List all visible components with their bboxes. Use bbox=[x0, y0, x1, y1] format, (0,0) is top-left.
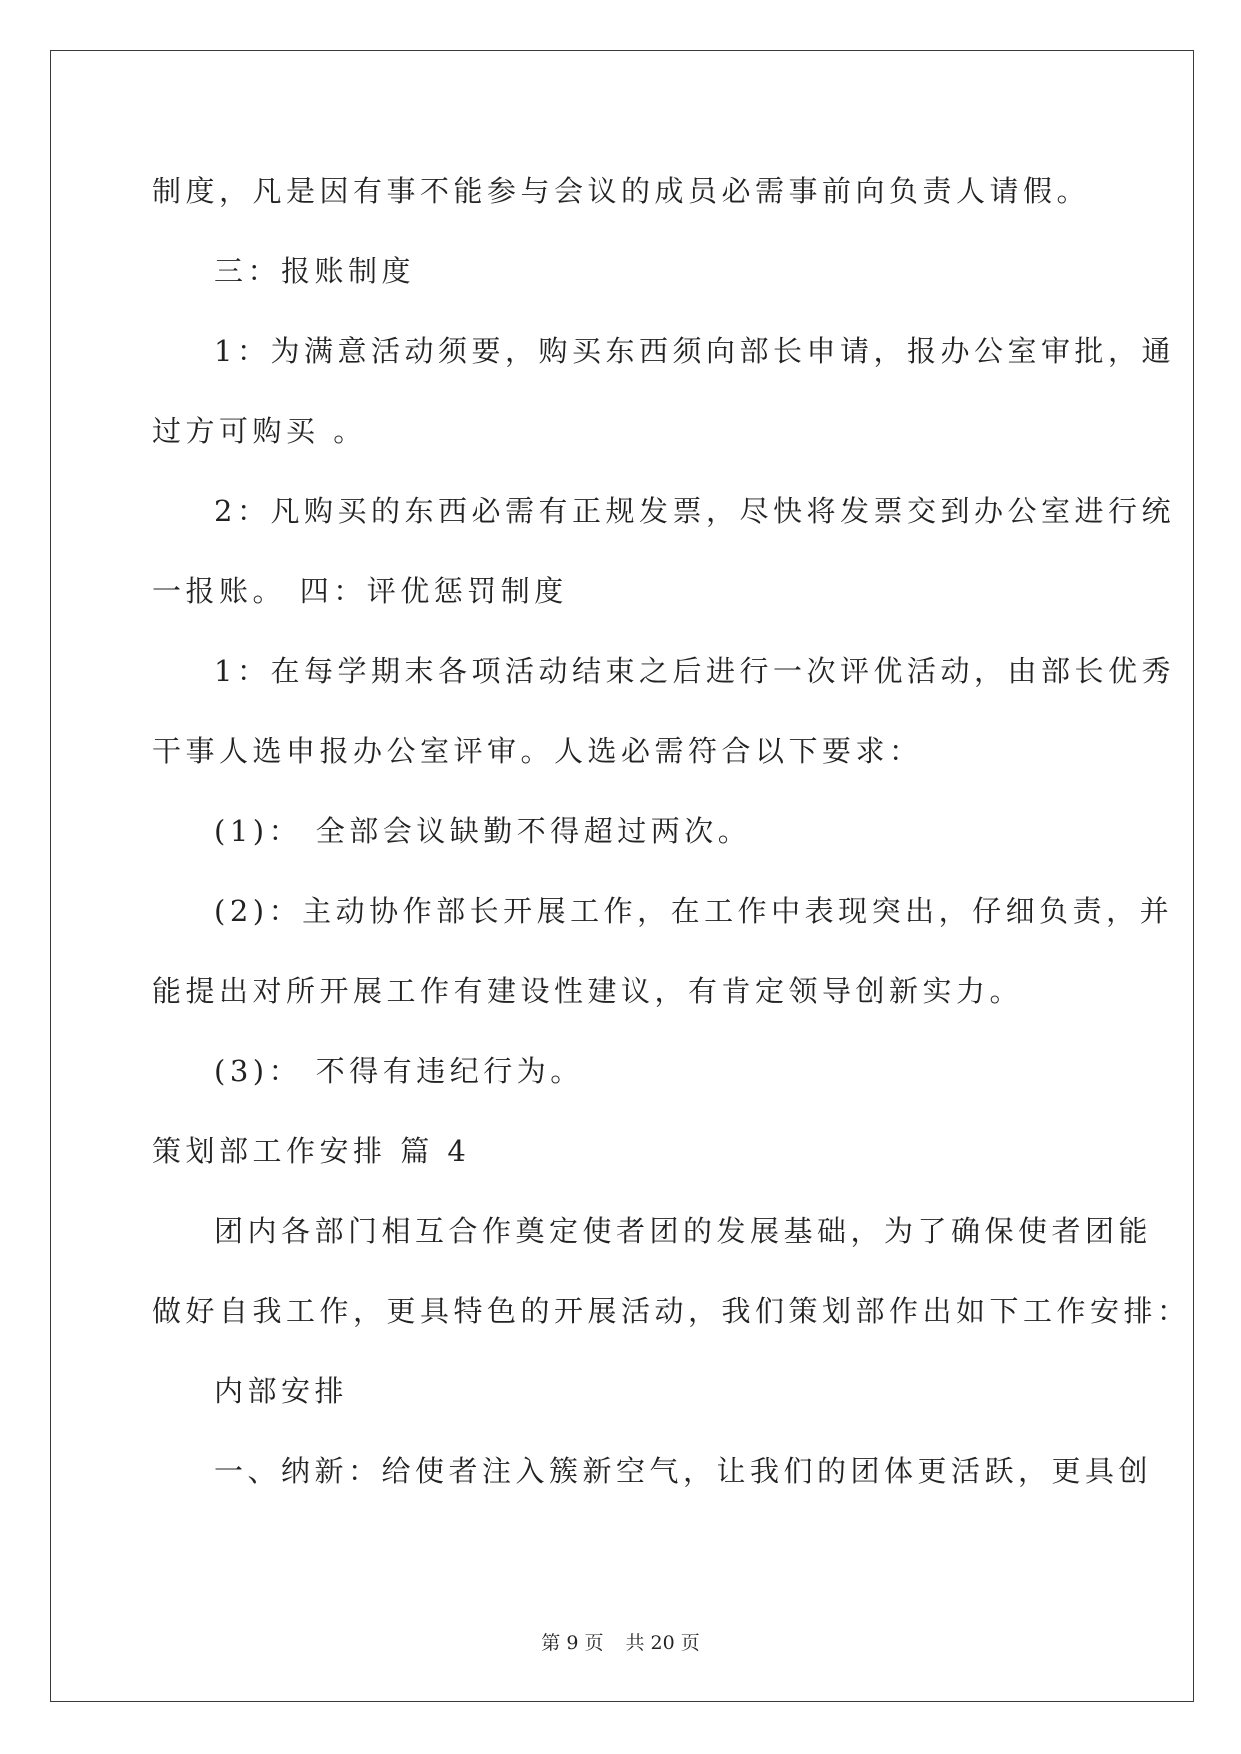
page-total: 共 20 页 bbox=[625, 1632, 700, 1654]
text-line: 过方可购买 。 bbox=[152, 414, 367, 448]
text-line: 1：在每学期末各项活动结束之后进行一次评优活动，由部长优秀 bbox=[214, 654, 1175, 688]
text-line: 制度，凡是因有事不能参与会议的成员必需事前向负责人请假。 bbox=[152, 174, 1091, 208]
text-line: 1：为满意活动须要，购买东西须向部长申请，报办公室审批，通 bbox=[214, 334, 1175, 368]
list-item: (1)： 全部会议缺勤不得超过两次。 bbox=[214, 814, 752, 848]
list-item: (2)：主动协作部长开展工作，在工作中表现突出，仔细负责，并 bbox=[214, 894, 1174, 928]
section-heading: 三：报账制度 bbox=[214, 254, 416, 288]
article-heading: 策划部工作安排 篇 4 bbox=[152, 1134, 471, 1168]
text-line: 一报账。 四：评优惩罚制度 bbox=[152, 574, 568, 608]
text-line: 2：凡购买的东西必需有正规发票，尽快将发票交到办公室进行统 bbox=[214, 494, 1175, 528]
text-line: 一、纳新：给使者注入簇新空气，让我们的团体更活跃，更具创 bbox=[214, 1454, 1153, 1488]
list-item: (3)： 不得有违纪行为。 bbox=[214, 1054, 584, 1088]
text-line: 干事人选申报办公室评审。人选必需符合以下要求： bbox=[152, 734, 923, 768]
text-line: 能提出对所开展工作有建设性建议，有肯定领导创新实力。 bbox=[152, 974, 1024, 1008]
text-line: 团内各部门相互合作奠定使者团的发展基础，为了确保使者团能 bbox=[214, 1214, 1153, 1248]
text-line: 做好自我工作，更具特色的开展活动，我们策划部作出如下工作安排： bbox=[152, 1294, 1191, 1328]
section-heading: 内部安排 bbox=[214, 1374, 349, 1408]
page-footer bbox=[0, 1628, 1241, 1655]
page-number: 第 9 页 bbox=[541, 1632, 604, 1654]
